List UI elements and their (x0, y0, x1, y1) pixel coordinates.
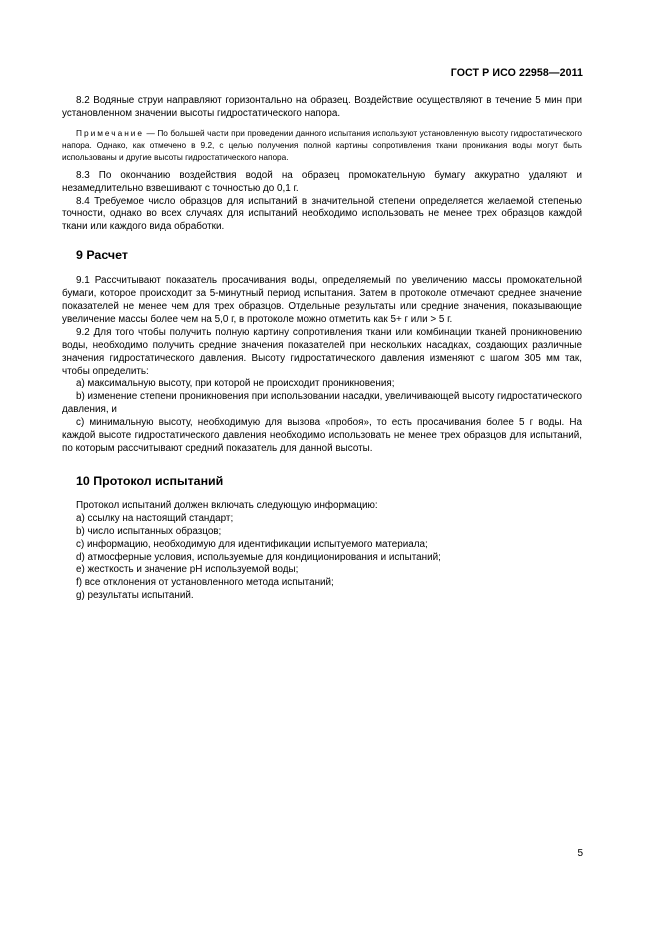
section-9-heading: 9 Расчет (76, 248, 128, 263)
document-body (62, 95, 582, 603)
list-item-b: b) изменение степени проникновения при использовании насадки, увеличивающей высоту гидростатического давления, и (62, 391, 582, 416)
section-10-heading: 10 Протокол испытаний (76, 473, 224, 488)
paragraph-8-2: 8.2 Водяные струи направляют горизонтально на образец. Воздействие осуществляют в течение 5 мин при установленном значении высоты гидростатического напора. (62, 95, 582, 119)
page-number: 5 (577, 848, 583, 859)
protocol-intro: Протокол испытаний должен включать следующую информацию: (76, 499, 378, 511)
protocol-item-a: a) ссылку на настоящий стандарт; (76, 512, 234, 524)
protocol-item-d: d) атмосферные условия, используемые для кондиционирования и испытаний; (76, 551, 441, 563)
protocol-item-f: f) все отклонения от установленного метода испытаний; (76, 577, 334, 589)
protocol-item-c: c) информацию, необходимую для идентификации испытуемого материала; (76, 538, 428, 550)
protocol-item-g: g) результаты испытаний. (76, 590, 194, 602)
protocol-item-e: e) жесткость и значение pH используемой воды; (76, 564, 299, 576)
note-label: Примечание (76, 127, 145, 138)
document-standard-header: ГОСТ Р ИСО 22958—2011 (450, 67, 583, 79)
note-text: — По большей части при проведении данного испытания используют установленную высоту гидростатического напора. Однако, как отмечено в 9.2, с целью получения полной картины сопротивления ткани проникания воды могут быть использованы и другие высоты гидростатического напора. (62, 127, 582, 163)
note-paragraph (62, 127, 582, 164)
protocol-item-b: b) число испытанных образцов; (76, 525, 222, 537)
paragraph-8-4: 8.4 Требуемое число образцов для испытаний в значительной степени определяется желаемой степенью точности, однако во всех случаях для испытаний необходимо использовать не менее трех образцов каждой ткани или каждого вида обработки. (62, 195, 582, 233)
list-item-a: a) максимальную высоту, при которой не происходит проникновения; (76, 378, 395, 390)
paragraph-8-3: 8.3 По окончанию воздействия водой на образец промокательную бумагу аккуратно удаляют и незамедлительно взвешивают с точностью до 0,1 г. (62, 169, 582, 194)
paragraph-9-2: 9.2 Для того чтобы получить полную картину сопротивления ткани или комбинации тканей проникновению воды, необходимо получить средние значения показателей при нескольких насадках, создающих различные значения гидростатического давления. Высоту гидростатического давления изменяют с шагом 305 мм так, чтобы определить: (62, 326, 582, 377)
paragraph-9-1: 9.1 Рассчитывают показатель просачивания воды, определяемый по увеличению массы промокательной бумаги, которое происходит за 5-минутный период испытания. Затем в протоколе отмечают среднее значение показателей не менее чем для трех образцов. Отдельные результаты или средние значения, показывающие увеличение массы более чем на 5,0 г, в протоколе можно отметить как 5+ г или > 5 г. (62, 275, 582, 325)
list-item-c: c) минимальную высоту, необходимую для вызова «пробоя», то есть просачивания более 5 г воды. На каждой высоте гидростатического давления необходимо использовать не менее трех образцов для испытаний, по которым рассчитывают средний показатель для данной высоты. (62, 417, 582, 455)
